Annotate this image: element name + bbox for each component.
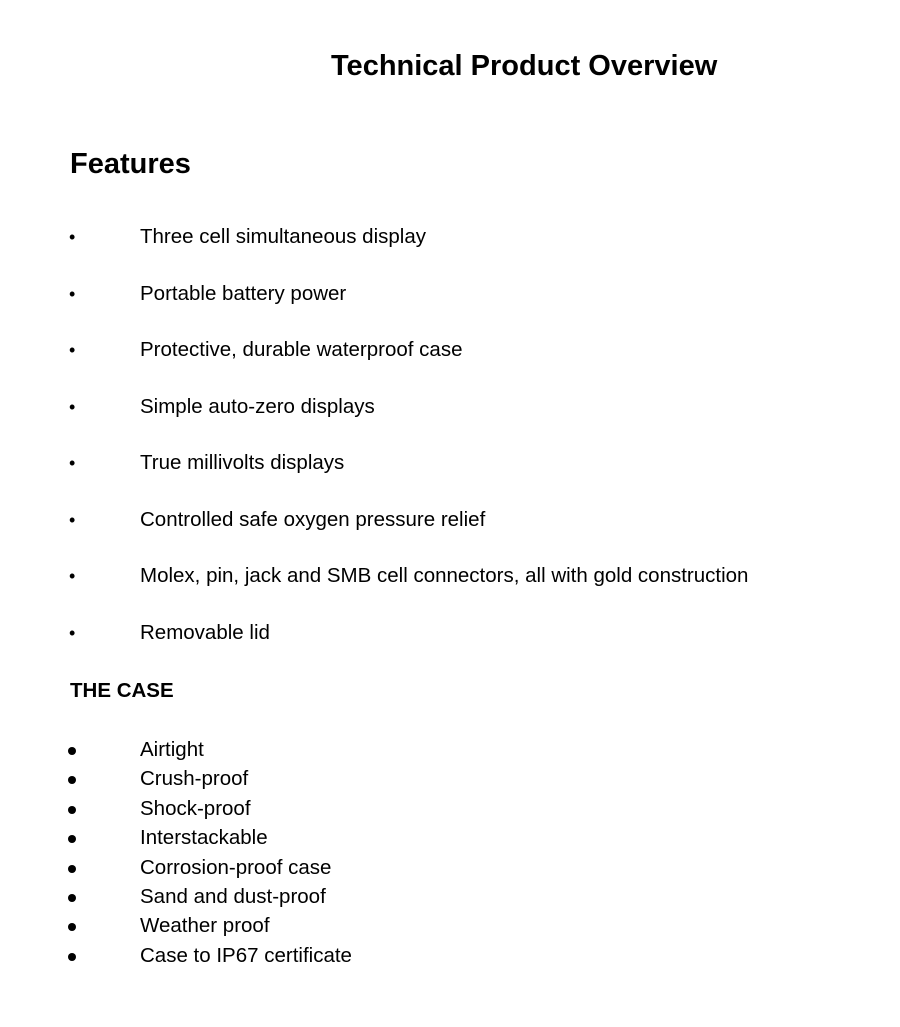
bullet-icon: • [69,396,76,417]
case-heading: THE CASE [70,679,174,702]
features-heading: Features [70,148,191,180]
case-item-label: Weather proof [140,914,270,938]
feature-item-label: Controlled safe oxygen pressure relief [140,507,486,531]
case-item-label: Shock-proof [140,796,251,820]
case-item-label: Case to IP67 certificate [140,943,352,967]
case-item-label: Airtight [140,738,204,761]
case-item-label: Sand and dust-proof [140,884,326,908]
bullet-icon [68,835,76,843]
bullet-icon: • [69,566,76,586]
bullet-icon: • [69,622,76,643]
bullet-icon [68,865,76,873]
bullet-icon [68,894,76,902]
bullet-icon: • [69,340,76,360]
bullet-icon [68,923,76,931]
feature-item-label: Simple auto-zero displays [140,394,375,418]
bullet-icon: • [69,453,76,473]
bullet-icon: • [69,227,76,247]
document-title: Technical Product Overview [331,50,718,82]
bullet-icon [68,776,76,784]
bullet-icon [68,806,76,814]
bullet-icon [68,953,76,961]
bullet-icon: • [69,509,76,530]
feature-item-label: True millivolts displays [140,451,345,474]
feature-item-label: Removable lid [140,620,270,644]
feature-item-label: Portable battery power [140,281,347,305]
case-item-label: Interstackable [140,826,268,850]
feature-item-label: Three cell simultaneous display [140,225,426,248]
bullet-icon: • [69,283,76,304]
case-item-label: Crush-proof [140,767,249,791]
feature-item-label: Protective, durable waterproof case [140,338,463,361]
feature-item-label: Molex, pin, jack and SMB cell connectors, all with gold construction [140,564,749,587]
case-item-label: Corrosion-proof case [140,855,332,879]
bullet-icon [68,747,76,755]
